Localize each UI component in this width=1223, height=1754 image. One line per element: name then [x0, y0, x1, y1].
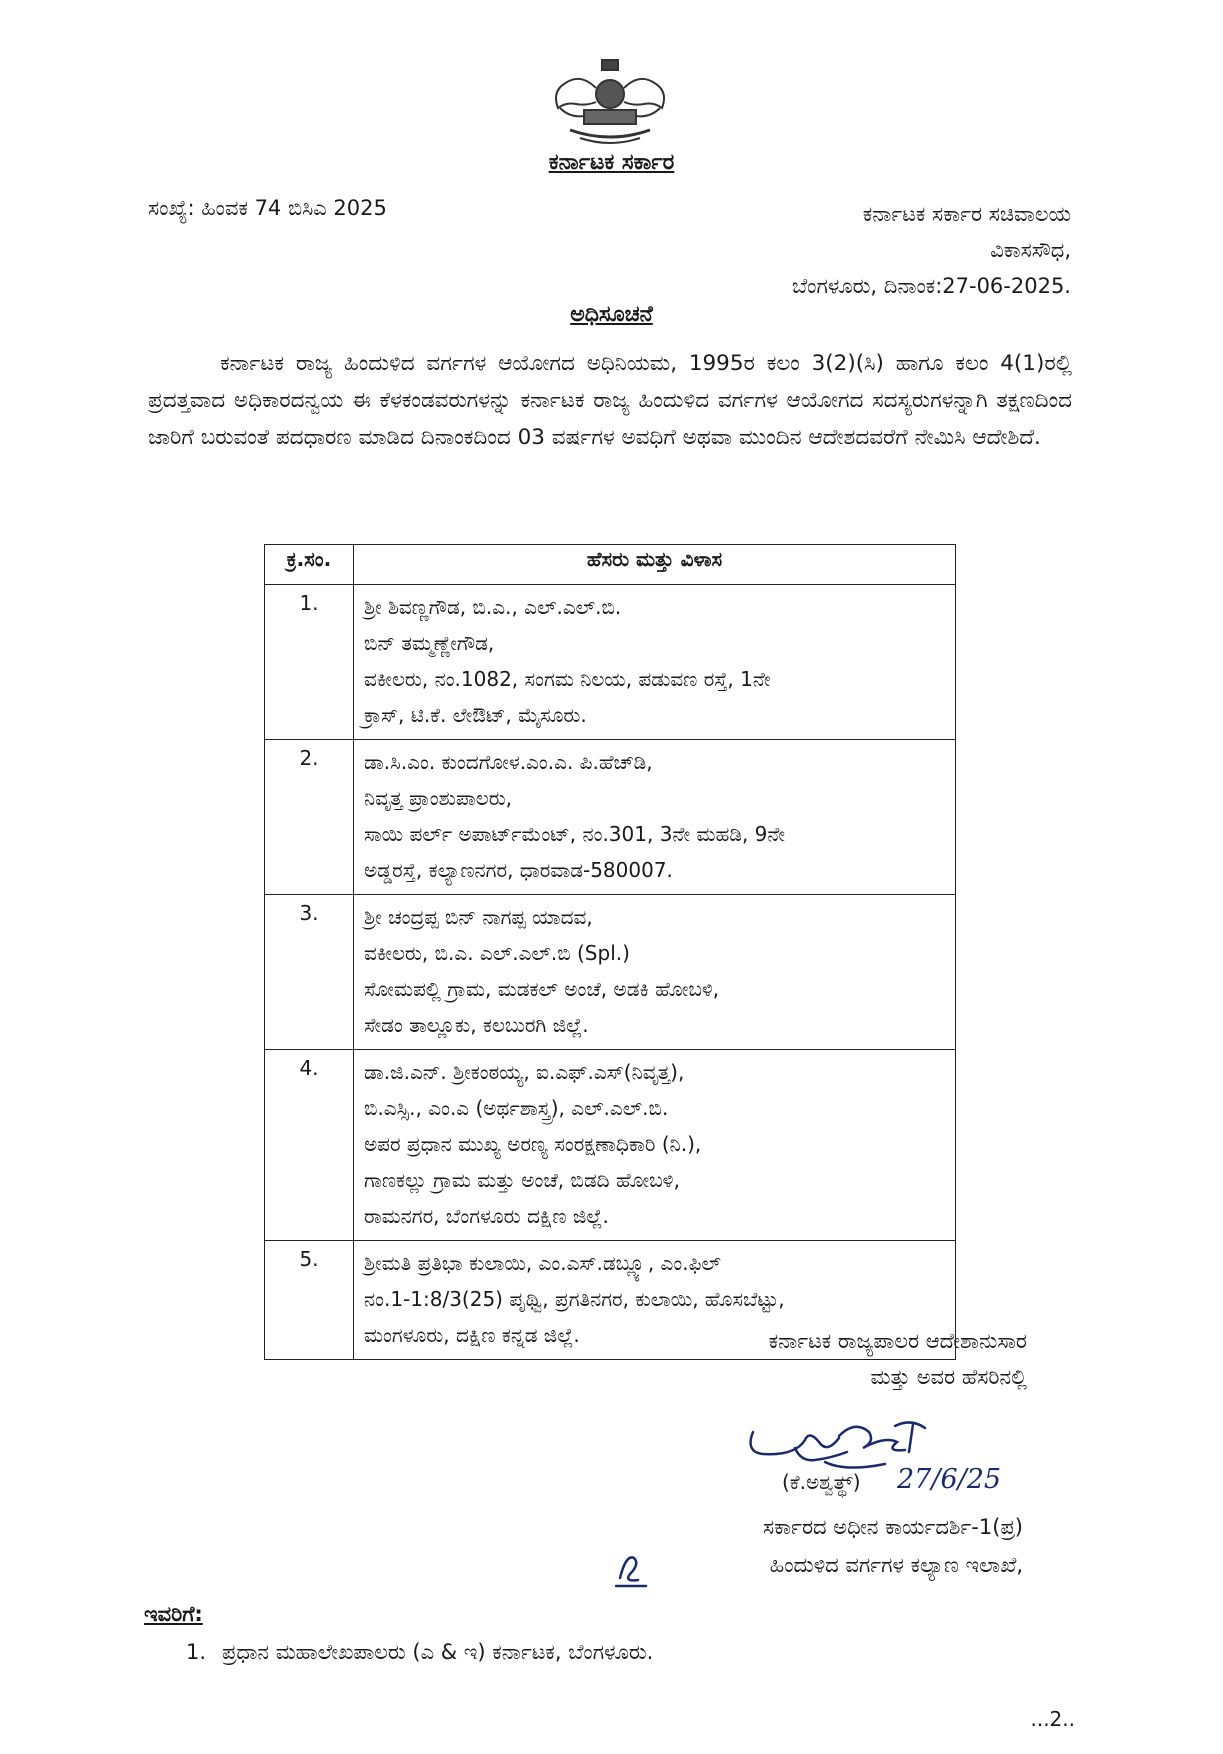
name-address-cell	[354, 895, 956, 1050]
signatory-name: (ಕೆ.ಅಶ್ವತ್ಥ್)	[782, 1470, 861, 1494]
table-row	[265, 740, 956, 895]
table-header-row	[265, 545, 956, 585]
cell-line: ಮಂಗಳೂರು, ದಕ್ಷಿಣ ಕನ್ನಡ ಜಿಲ್ಲೆ.	[364, 1323, 580, 1347]
name-address-cell	[354, 585, 956, 740]
name-address-column-header: ಹೆಸರು ಮತ್ತು ವಿಳಾಸ	[354, 545, 956, 585]
notification-title: ಅಧಿಸೂಚನೆ	[570, 302, 653, 327]
name-address-cell	[354, 1050, 956, 1241]
cell-line: ಅಡ್ಡರಸ್ತೆ, ಕಲ್ಯಾಣನಗರ, ಧಾರವಾಡ-580007.	[364, 858, 673, 882]
cell-line: ಶ್ರೀ ಶಿವಣ್ಣಗೌಡ, ಬಿ.ಎ., ಎಲ್.ಎಲ್.ಬಿ.	[364, 595, 622, 619]
cell-line: ಶ್ರೀಮತಿ ಪ್ರತಿಭಾ ಕುಲಾಯಿ, ಎಂ.ಎಸ್.ಡಬ್ಲ್ಯೂ, ಎಂ.ಫಿಲ್	[364, 1251, 721, 1275]
address-line: ವಿಕಾಸಸೌಧ,	[990, 238, 1071, 262]
cell-line: ಶ್ರೀ ಚಂದ್ರಪ್ಪ ಬಿನ್ ನಾಗಪ್ಪ ಯಾದವ,	[364, 905, 593, 929]
cell-line: ನಂ.1-1:8/3(25) ಪೃಥ್ವಿ, ಪ್ರಗತಿನಗರ, ಕುಲಾಯಿ, ಹೊಸಬೆಟ್ಟು,	[364, 1287, 785, 1311]
notification-body: ಕರ್ನಾಟಕ ರಾಜ್ಯ ಹಿಂದುಳಿದ ವರ್ಗಗಳ ಆಯೋಗದ ಅಧಿನಿಯಮ, 1995ರ ಕಲಂ 3(2)(ಸಿ) ಹಾಗೂ ಕಲಂ 4(1)ರಲ್ಲಿ ಪ್ರದತ್ತವಾದ ಅಧಿಕಾರದನ್ವಯ ಈ ಕೆಳಕಂಡವರುಗಳನ್ನು ಕರ್ನಾಟಕ ರಾಜ್ಯ ಹಿಂದುಳಿದ ವರ್ಗಗಳ ಆಯೋಗದ ಸದಸ್ಯರುಗಳನ್ನಾಗಿ ತಕ್ಷಣದಿಂದ ಜಾರಿಗೆ ಬರುವಂತೆ ಪದಧಾರಣ ಮಾಡಿದ ದಿನಾಂಕದಿಂದ 03 ವರ್ಷಗಳ ಅವಧಿಗೆ ಅಥವಾ ಮುಂದಿನ ಆದೇಶದವರೆಗೆ ನೇಮಿಸಿ ಆದೇಶಿದೆ.	[148, 351, 1072, 450]
table-row	[265, 585, 956, 740]
serial-cell: 4.	[265, 1050, 354, 1241]
serial-column-header: ಕ್ರ.ಸಂ.	[265, 545, 354, 585]
table-row	[265, 1050, 956, 1241]
office-address	[792, 196, 1071, 304]
address-date-line: ಬೆಂಗಳೂರು, ದಿನಾಂಕ:27-06-2025.	[792, 274, 1071, 298]
cell-line: ಸೇಡಂ ತಾಲ್ಲೂಕು, ಕಲಬುರಗಿ ಜಿಲ್ಲೆ.	[364, 1013, 589, 1037]
handwritten-initial-icon	[612, 1548, 652, 1592]
serial-cell: 2.	[265, 740, 354, 895]
cell-line: ಅಪರ ಪ್ರಧಾನ ಮುಖ್ಯ ಅರಣ್ಯ ಸಂರಕ್ಷಣಾಧಿಕಾರಿ (ನಿ.),	[364, 1132, 702, 1156]
recipient-text: ಪ್ರಧಾನ ಮಹಾಲೇಖಪಾಲರು (ಎ & ಇ) ಕರ್ನಾಟಕ, ಬೆಂಗಳೂರು.	[222, 1640, 654, 1664]
cell-line: ನಿವೃತ್ತ ಪ್ರಾಂಶುಪಾಲರು,	[364, 786, 513, 810]
karnataka-emblem-icon	[540, 58, 680, 150]
recipients-label: ಇವರಿಗೆ:	[144, 1602, 203, 1626]
designation-line: ಸರ್ಕಾರದ ಅಧೀನ ಕಾರ್ಯದರ್ಶಿ-1(ಪ್ರ)	[763, 1515, 1023, 1539]
order-line: ಮತ್ತು ಅವರ ಹೆಸರಿನಲ್ಲಿ	[870, 1365, 1027, 1389]
address-line: ಕರ್ನಾಟಕ ಸರ್ಕಾರ ಸಚಿವಾಲಯ	[862, 202, 1071, 226]
table-row	[265, 895, 956, 1050]
governor-order-block	[769, 1323, 1027, 1395]
cell-line: ಬಿ.ಎಸ್ಸಿ., ಎಂ.ಎ (ಅರ್ಥಶಾಸ್ತ್ರ), ಎಲ್.ಎಲ್.ಬಿ.	[364, 1096, 669, 1120]
cell-line: ವಕೀಲರು, ನಂ.1082, ಸಂಗಮ ನಿಲಯ, ಪಡುವಣ ರಸ್ತೆ, 1ನೇ	[364, 667, 771, 691]
designation-line: ಹಿಂದುಳಿದ ವರ್ಗಗಳ ಕಲ್ಯಾಣ ಇಲಾಖೆ,	[769, 1553, 1023, 1577]
cell-line: ರಾಮನಗರ, ಬೆಂಗಳೂರು ದಕ್ಷಿಣ ಜಿಲ್ಲೆ.	[364, 1204, 609, 1228]
cell-line: ಗಾಣಕಲ್ಲು ಗ್ರಾಮ ಮತ್ತು ಅಂಚೆ, ಬಿಡದಿ ಹೋಬಳಿ,	[364, 1168, 680, 1192]
serial-cell: 1.	[265, 585, 354, 740]
cell-line: ಡಾ.ಜಿ.ಎನ್. ಶ್ರೀಕಂಠಯ್ಯ, ಐ.ಎಫ್.ಎಸ್(ನಿವೃತ್ತ),	[364, 1060, 685, 1084]
cell-line: ಸೋಮಪಲ್ಲಿ ಗ್ರಾಮ, ಮಡಕಲ್ ಅಂಚೆ, ಅಡಕಿ ಹೋಬಳಿ,	[364, 977, 720, 1001]
next-page-indicator: ...2..	[1030, 1707, 1075, 1731]
cell-line: ಸಾಯಿ ಪರ್ಲ್ ಅಪಾರ್ಟ್‌ಮೆಂಟ್, ನಂ.301, 3ನೇ ಮಹಡಿ, 9ನೇ	[364, 822, 786, 846]
cell-line: ಬಿನ್ ತಮ್ಮಣ್ಣೇಗೌಡ,	[364, 631, 495, 655]
signatory-designation	[763, 1508, 1023, 1584]
cell-line: ವಕೀಲರು, ಬಿ.ಎ. ಎಲ್.ಎಲ್.ಬಿ (Spl.)	[364, 941, 630, 965]
recipient-number: 1.	[186, 1640, 207, 1664]
serial-cell: 3.	[265, 895, 354, 1050]
handwritten-date: 27/6/25	[897, 1464, 1002, 1495]
order-line: ಕರ್ನಾಟಕ ರಾಜ್ಯಪಾಲರ ಆದೇಶಾನುಸಾರ	[768, 1329, 1027, 1353]
serial-cell: 5.	[265, 1241, 354, 1360]
government-title: ಕರ್ನಾಟಕ ಸರ್ಕಾರ	[548, 150, 675, 175]
cell-line: ಕ್ರಾಸ್, ಟಿ.ಕೆ. ಲೇಔಟ್, ಮೈಸೂರು.	[364, 703, 587, 727]
members-table	[264, 544, 956, 1360]
reference-number: ಸಂಖ್ಯೆ: ಹಿಂವಕ 74 ಬಿಸಿಎ 2025	[148, 196, 387, 220]
name-address-cell	[354, 740, 956, 895]
recipient-item	[186, 1640, 653, 1665]
cell-line: ಡಾ.ಸಿ.ಎಂ. ಕುಂದಗೋಳ.ಎಂ.ಎ. ಪಿ.ಹೆಚ್‌ಡಿ,	[364, 750, 653, 774]
